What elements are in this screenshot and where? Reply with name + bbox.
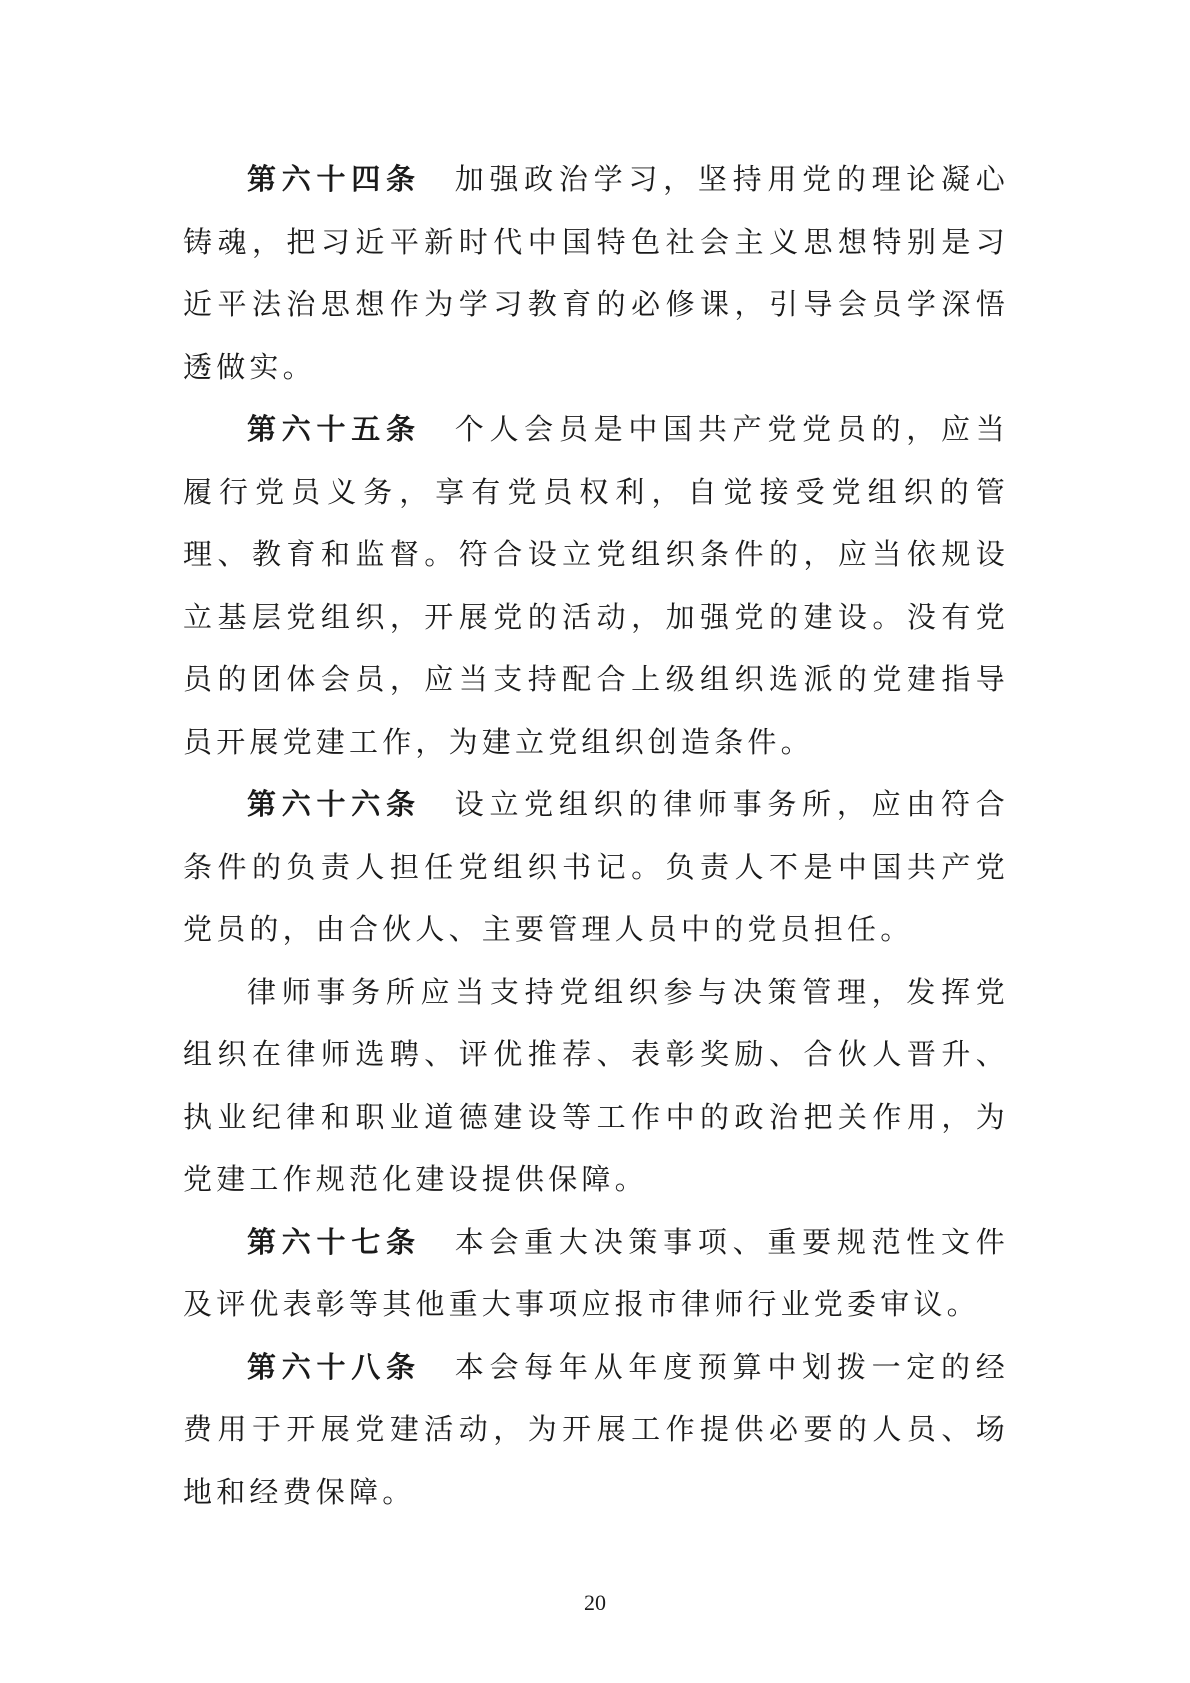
article-64-title: 第六十四条	[247, 162, 421, 196]
page-number: 20	[584, 1590, 606, 1615]
article-67	[183, 1211, 1009, 1336]
article-64	[183, 148, 1009, 398]
article-68-title: 第六十八条	[247, 1349, 421, 1384]
article-66-title: 第六十六条	[247, 787, 421, 821]
article-68	[183, 1336, 1009, 1524]
article-65	[183, 398, 1009, 773]
document-body	[183, 148, 1009, 1523]
article-65-title: 第六十五条	[247, 412, 421, 446]
article-67-title: 第六十七条	[247, 1224, 421, 1259]
article-66-continuation: 律师事务所应当支持党组织参与决策管理，发挥党组织在律师选聘、评优推荐、表彰奖励、合伙人晋升、执业纪律和职业道德建设等工作中的政治把关作用，为党建工作规范化建设提供保障。	[183, 974, 1009, 1196]
article-65-text: 个人会员是中国共产党党员的，应当履行党员义务，享有党员权利，自觉接受党组织的管理、教育和监督。符合设立党组织条件的，应当依规设立基层党组织，开展党的活动，加强党的建设。没有党员的团体会员，应当支持配合上级组织选派的党建指导员开展党建工作，为建立党组织创造条件。	[183, 412, 1009, 759]
article-66-text: 设立党组织的律师事务所，应由符合条件的负责人担任党组织书记。负责人不是中国共产党党员的，由合伙人、主要管理人员中的党员担任。	[183, 787, 1009, 946]
article-64-text: 加强政治学习，坚持用党的理论凝心铸魂，把习近平新时代中国特色社会主义思想特别是习近平法治思想作为学习教育的必修课，引导会员学深悟透做实。	[183, 162, 1009, 384]
article-66	[183, 773, 1009, 961]
article-67-text: 本会重大决策事项、重要规范性文件及评优表彰等其他重大事项应报市律师行业党委审议。	[183, 1224, 1009, 1321]
article-68-text: 本会每年从年度预算中划拨一定的经费用于开展党建活动，为开展工作提供必要的人员、场地和经费保障。	[183, 1349, 1009, 1509]
